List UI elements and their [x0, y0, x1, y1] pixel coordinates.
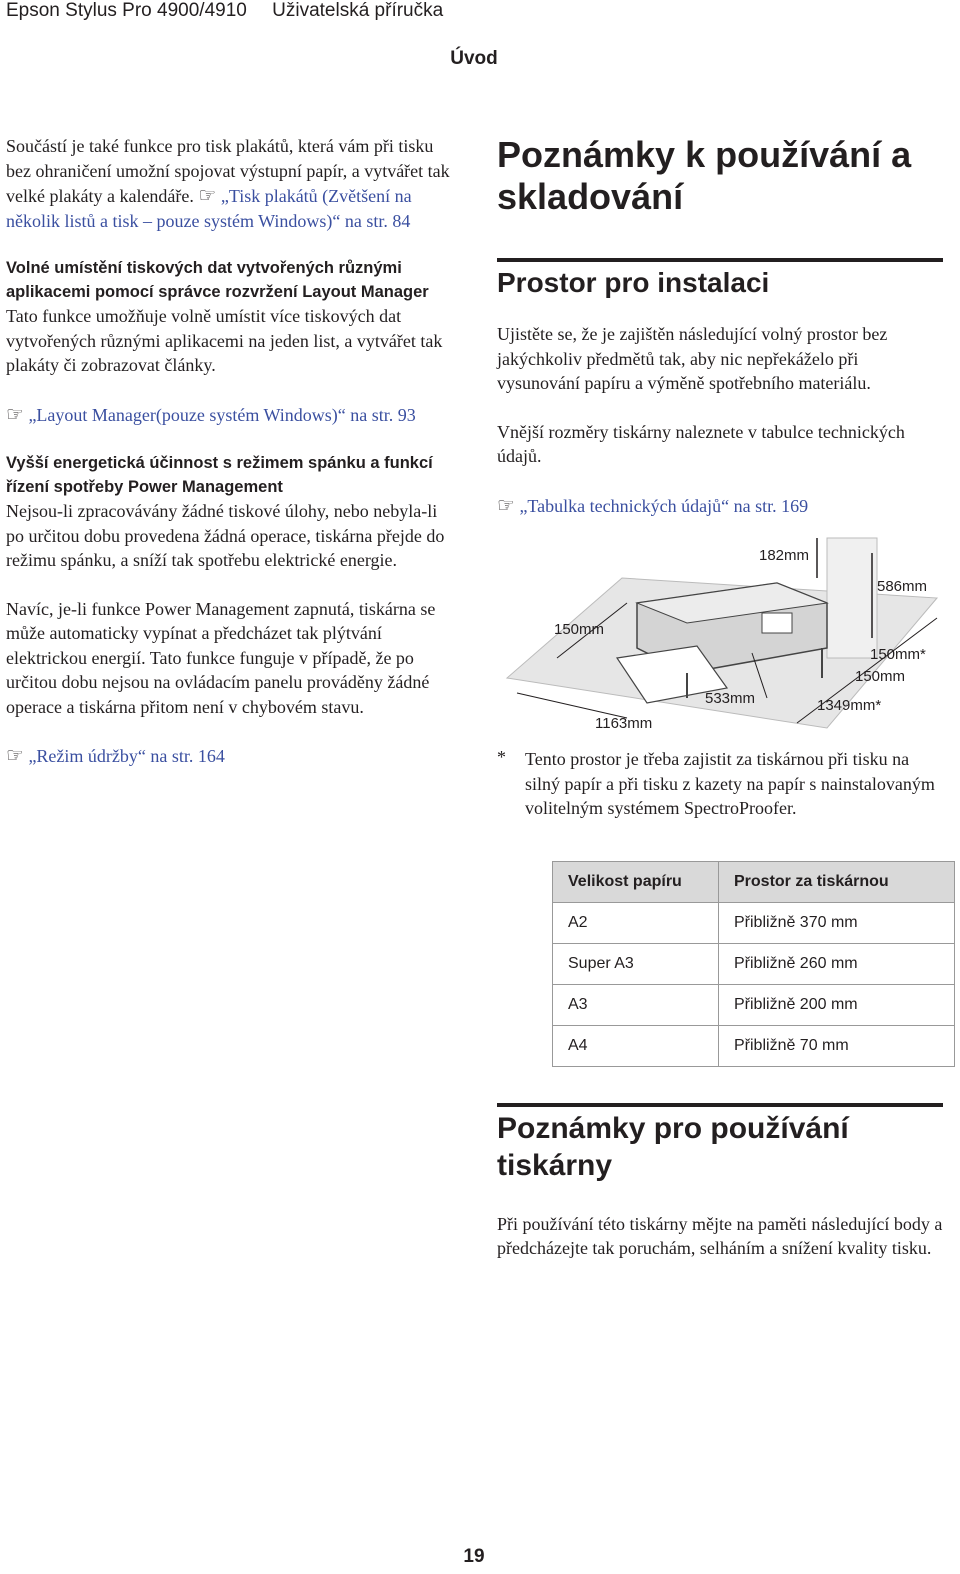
- table-cell: A3: [553, 984, 719, 1025]
- dim-150-star: 150mm*: [870, 646, 926, 663]
- pointing-hand-icon: ☞: [6, 743, 24, 767]
- table-row: [553, 984, 955, 1025]
- dim-586: 586mm: [877, 578, 928, 595]
- table-cell: A2: [553, 902, 719, 943]
- layout-manager-link[interactable]: „Layout Manager(pouze systém Windows)“ na str. 93: [28, 404, 416, 425]
- dimensions-paragraph: Vnější rozměry tiskárny naleznete v tabulce technických údajů.: [497, 421, 905, 466]
- layout-heading: Volné umístění tiskových dat vytvořených různými aplikacemi pomocí správce rozvržení Layout Manager: [6, 259, 429, 301]
- dim-150-left: 150mm: [554, 621, 605, 638]
- dim-533: 533mm: [705, 690, 756, 707]
- pointing-hand-icon: ☞: [6, 401, 24, 426]
- installation-space-heading: Prostor pro instalaci: [497, 267, 770, 298]
- footnote-mark: *: [497, 747, 506, 767]
- printer-clearance-diagram: [497, 528, 943, 743]
- heading-rule: [497, 1103, 943, 1107]
- power-management-paragraph: Navíc, je-li funkce Power Management zapnutá, tiskárna se může automaticky vypínat a předcházet tak plýtvání elektrickou energií. Tato funkce funguje v případě, že po určitou dobu nejsou na ovládacím panelu prováděny žádné operace a tiskárna přitom není v chybovém stavu.: [6, 598, 436, 717]
- heading-rule: [497, 258, 943, 262]
- dim-150-right: 150mm: [855, 668, 906, 685]
- table-cell: Super A3: [553, 943, 719, 984]
- product-name: Epson Stylus Pro 4900/4910: [6, 0, 247, 21]
- table-header-cell: Prostor za tiskárnou: [719, 861, 955, 902]
- dim-1349: 1349mm*: [817, 697, 882, 714]
- table-cell: Přibližně 370 mm: [719, 902, 955, 943]
- layout-paragraph: Tato funkce umožňuje volně umístit více tiskových dat vytvořených různými aplikacemi na jeden list, a vytvářet tak plakáty či zobrazovat články.: [6, 306, 443, 375]
- guide-title: Uživatelská příručka: [272, 0, 444, 21]
- dim-182: 182mm: [759, 547, 810, 564]
- maintenance-reference: [6, 743, 458, 769]
- table-cell: Přibližně 70 mm: [719, 1025, 955, 1066]
- energy-paragraph: Nejsou-li zpracovávány žádné tiskové úlohy, nebo nebyla-li po určitou dobu provedena žádná operace, tiskárna přejde do režimu spánku, a sníží tak spotřebu elektrické energie.: [6, 501, 445, 570]
- spec-reference: [497, 493, 943, 519]
- table-row: [553, 943, 955, 984]
- poster-link[interactable]: „Tisk plakátů (Zvětšení na několik listů a tisk – pouze systém Windows)“ na str. 84: [6, 186, 412, 231]
- footnote: [497, 747, 943, 821]
- clearance-table: [552, 861, 955, 1067]
- layout-reference: [6, 402, 458, 428]
- section-title: Úvod: [450, 48, 498, 69]
- table-header-row: [553, 861, 955, 902]
- footnote-text: Tento prostor je třeba zajistit za tiskárnou při tisku na silný papír a při tisku z kazety na papír s nainstalovaným volitelným systémem SpectroProofer.: [525, 749, 935, 818]
- table-cell: A4: [553, 1025, 719, 1066]
- page-number: 19: [463, 1546, 485, 1567]
- right-column: [497, 134, 943, 1261]
- pointing-hand-icon: ☞: [198, 183, 217, 207]
- running-header: [6, 0, 463, 22]
- table-cell: Přibližně 200 mm: [719, 984, 955, 1025]
- pointing-hand-icon: ☞: [497, 492, 515, 517]
- control-panel: [762, 613, 792, 633]
- poster-paragraph: Součástí je také funkce pro tisk plakátů, která vám při tisku bez ohraničení umožní spojovat výstupní papír, a vytvářet tak velké plakáty a kalendáře. ☞ „Tisk plakátů (Zvětšení na několik listů a tisk – pouze systém Windows)“ na str. 84: [6, 136, 450, 231]
- table-cell: Přibližně 260 mm: [719, 943, 955, 984]
- dim-1163: 1163mm: [595, 715, 653, 732]
- table-row: [553, 902, 955, 943]
- energy-heading: Vyšší energetická účinnost s režimem spánku a funkcí řízení spotřeby Power Management: [6, 454, 433, 496]
- space-paragraph: Ujistěte se, že je zajištěn následující volný prostor bez jakýchkoliv předmětů tak, aby nic nepřekáželo při vysunování papíru a výměně spotřebního materiálu.: [497, 324, 888, 393]
- clearance-wall: [827, 538, 877, 658]
- notes-heading: Poznámky k používání a skladování: [497, 134, 912, 217]
- printer-notes-paragraph: Při používání této tiskárny mějte na paměti následující body a předcházejte tak poruchám, selháním a snížení kvality tisku.: [497, 1213, 943, 1258]
- printer-notes-heading: Poznámky pro používání tiskárny: [497, 1111, 849, 1182]
- table-header-cell: Velikost papíru: [553, 861, 719, 902]
- table-row: [553, 1025, 955, 1066]
- maintenance-link[interactable]: „Režim údržby“ na str. 164: [28, 746, 225, 766]
- spec-table-link[interactable]: „Tabulka technických údajů“ na str. 169: [519, 495, 809, 516]
- left-column: [6, 134, 458, 769]
